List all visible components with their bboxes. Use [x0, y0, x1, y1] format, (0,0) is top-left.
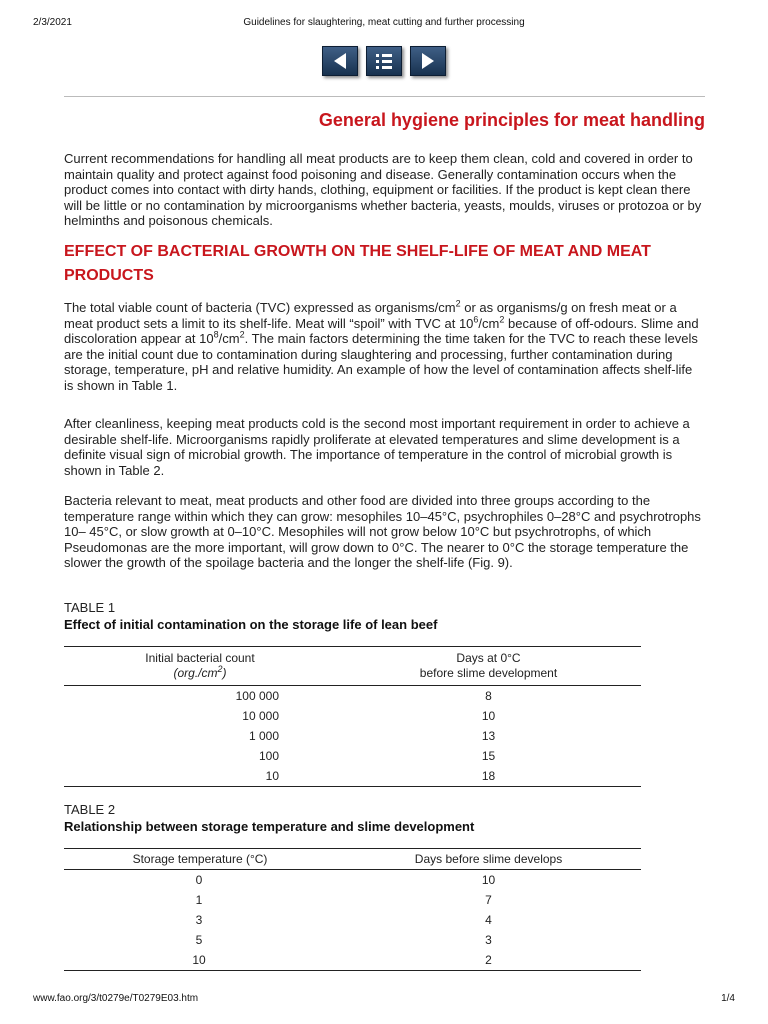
print-document-title: Guidelines for slaughtering, meat cutting and further processing: [243, 17, 525, 28]
table1-label: TABLE 1: [64, 600, 116, 615]
header-divider: [64, 96, 705, 97]
table-row: 10 18: [64, 766, 641, 787]
table-row: 0 10: [195, 873, 496, 887]
table2: [64, 848, 641, 971]
table1-caption: Effect of initial contamination on the storage life of lean beef: [64, 617, 438, 632]
print-header: [33, 17, 735, 31]
table-row: 10 2: [64, 950, 641, 971]
table-row: 10 000 10: [242, 709, 496, 723]
navigation-bar: [322, 46, 446, 78]
table2-col2-header: Days before slime develops: [414, 851, 563, 866]
table1-col1-header: Initial bacterial count $(org./cm^2)$: [145, 651, 255, 680]
table-header-row: [64, 647, 641, 686]
next-page-button[interactable]: [410, 46, 446, 76]
table-row: 1 7: [195, 893, 492, 907]
bacteria-groups-paragraph: Bacteria relevant to meat, meat products and other food are divided into three groups according to the temperature range within which they can grow: mesophiles 10–45°C, psychrophiles 0–28°C and psychrotrophs 10– 45°C, or slow growth at 0–10°C. Mesophiles will not grow below 10°C but psychrotrophs, of which Pseudomonas are the more important, will grow down to 0°C. The nearer to 0°C the storage temperature the slower the growth of the spoilage bacteria and the longer the shelf-life (Fig. 9).: [64, 493, 701, 570]
table-row: 1 000 13: [248, 729, 496, 743]
tvc-paragraph: The total viable count of bacteria (TVC) expressed as organisms/$cm^2$ or as organisms/g on fresh meat or a meat product sets a limit to its shelf-life. Meat will “spoil” with TVC at $10^6/cm^2$ because of off-odours. Slime and discoloration appear at $10^8/cm^2$. The main factors determining the time taken for the TVC to reach these levels are the initial count due to contamination during slaughtering and processing, further contamination during storage, temperature, pH and relative humidity. An example of how the level of contamination affects shelf-life is shown in Table 1.: [64, 298, 699, 393]
table-row: 100 15: [258, 749, 496, 763]
list-index-icon: [376, 54, 392, 69]
table-header-row: [64, 849, 641, 870]
table1: [64, 646, 641, 787]
table2-caption: Relationship between storage temperature and slime development: [64, 819, 475, 834]
table-row: 5 3: [195, 933, 492, 947]
index-button[interactable]: [366, 46, 402, 76]
print-date: 2/3/2021: [33, 17, 72, 28]
table-row: 100 000 8: [235, 689, 492, 703]
table2-label: TABLE 2: [64, 802, 116, 817]
table1-col2-header: Days at 0°C before slime development: [419, 651, 558, 680]
arrow-left-icon: [334, 53, 346, 69]
previous-page-button[interactable]: [322, 46, 358, 76]
page-number: 1/4: [721, 993, 735, 1004]
table-row: 3 4: [195, 913, 492, 927]
intro-paragraph: Current recommendations for handling all meat products are to keep them clean, cold and covered in order to maintain quality and protect against food poisoning and disease. Generally contamination occurs when the product comes into contact with dirty hands, clothing, equipment or facilities. If the product is kept clean there will be little or no contamination by microorganisms whether bacteria, yeasts, moulds, viruses or protozoa or by helminths and poisonous chemicals.: [64, 151, 702, 228]
table2-col1-header: Storage temperature (°C): [132, 851, 268, 866]
page-title: General hygiene principles for meat handling: [318, 110, 705, 130]
cleanliness-paragraph: After cleanliness, keeping meat products cold is the second most important requirement in order to achieve a desirable shelf-life. Microorganisms rapidly proliferate at elevated temperatures and slime development is a definite visual sign of microbial growth. The importance of temperature in the control of microbial growth is shown in Table 2.: [64, 416, 690, 478]
arrow-right-icon: [422, 53, 434, 69]
section-heading: EFFECT OF BACTERIAL GROWTH ON THE SHELF-LIFE OF MEAT AND MEAT PRODUCTS: [64, 243, 651, 284]
page-url[interactable]: www.fao.org/3/t0279e/T0279E03.htm: [33, 993, 199, 1004]
